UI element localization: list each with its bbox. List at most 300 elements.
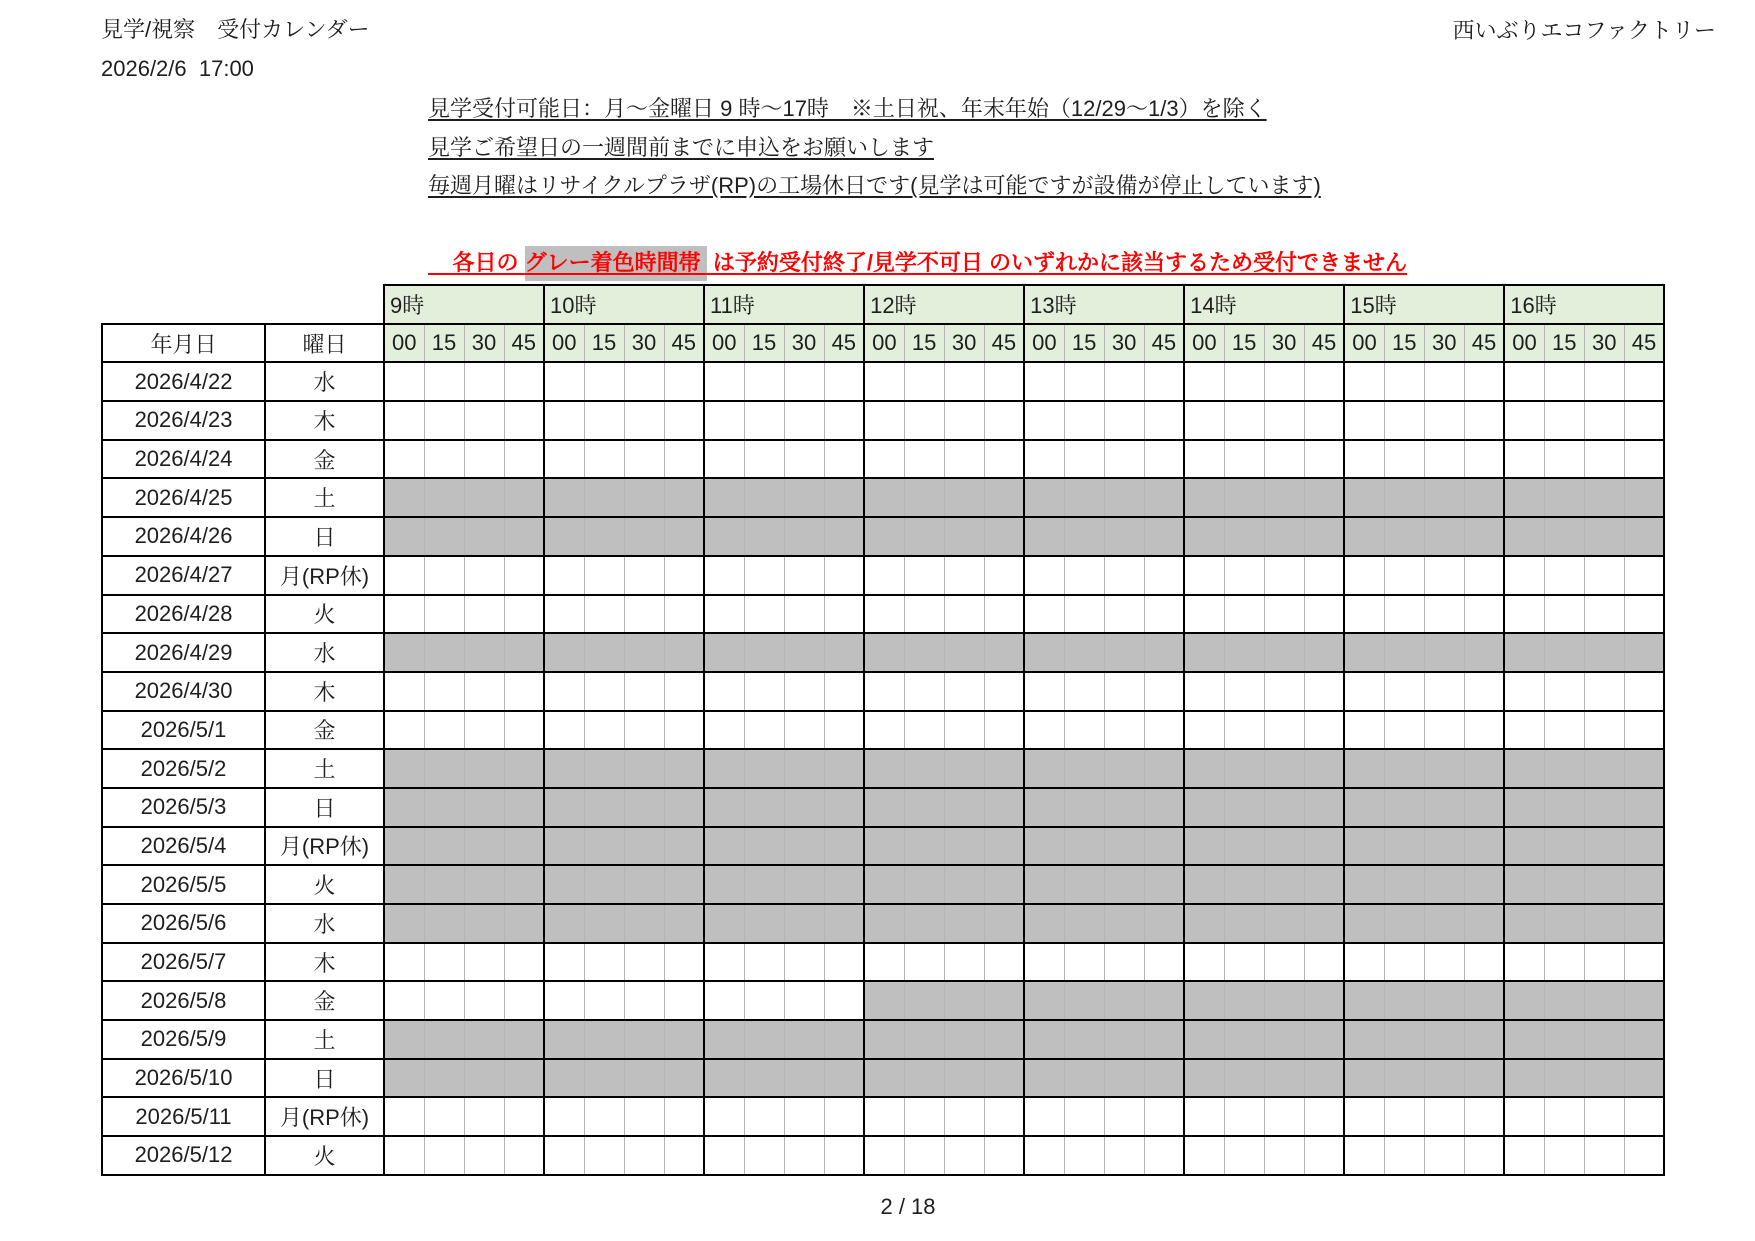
minute-header: 00 — [1344, 324, 1384, 363]
time-slot-unavailable — [1024, 1020, 1064, 1059]
minute-header: 15 — [904, 324, 944, 363]
time-slot-unavailable — [1464, 865, 1504, 904]
time-slot-available — [824, 1136, 864, 1175]
time-slot-unavailable — [984, 1020, 1024, 1059]
time-slot-available — [1424, 556, 1464, 595]
time-slot-unavailable — [904, 633, 944, 672]
time-slot-unavailable — [1064, 865, 1104, 904]
time-slot-unavailable — [1024, 904, 1064, 943]
time-slot-unavailable — [824, 827, 864, 866]
time-slot-available — [984, 1097, 1024, 1136]
time-slot-available — [984, 672, 1024, 711]
time-slot-available — [1104, 672, 1144, 711]
minute-header: 30 — [1424, 324, 1464, 363]
weekday-cell: 木 — [265, 943, 384, 982]
time-slot-unavailable — [1464, 517, 1504, 556]
calendar-row — [102, 749, 1664, 788]
time-slot-available — [784, 943, 824, 982]
time-slot-available — [1344, 401, 1384, 440]
time-slot-available — [1424, 595, 1464, 634]
time-slot-available — [1544, 401, 1584, 440]
time-slot-available — [1024, 440, 1064, 479]
time-slot-available — [1224, 401, 1264, 440]
time-slot-available — [784, 1136, 824, 1175]
time-slot-available — [744, 711, 784, 750]
time-slot-available — [1144, 401, 1184, 440]
time-slot-unavailable — [464, 478, 504, 517]
time-slot-unavailable — [1384, 827, 1424, 866]
time-slot-unavailable — [944, 827, 984, 866]
time-slot-available — [1264, 401, 1304, 440]
time-slot-unavailable — [544, 1059, 584, 1098]
time-slot-unavailable — [1584, 1020, 1624, 1059]
minute-header: 45 — [1464, 324, 1504, 363]
time-slot-unavailable — [744, 1059, 784, 1098]
time-slot-available — [1504, 1136, 1544, 1175]
time-slot-available — [504, 1097, 544, 1136]
time-slot-unavailable — [1504, 904, 1544, 943]
time-slot-available — [1464, 1136, 1504, 1175]
warning-suffix: は予約受付終了/見学不可日 のいずれかに該当するため受付できません — [706, 250, 1408, 275]
time-slot-unavailable — [1184, 827, 1224, 866]
time-slot-available — [544, 711, 584, 750]
time-slot-unavailable — [744, 788, 784, 827]
time-slot-available — [904, 1136, 944, 1175]
time-slot-unavailable — [744, 633, 784, 672]
time-slot-available — [1344, 672, 1384, 711]
time-slot-unavailable — [1384, 517, 1424, 556]
time-slot-available — [384, 401, 424, 440]
time-slot-available — [664, 672, 704, 711]
time-slot-available — [664, 1136, 704, 1175]
time-slot-unavailable — [1264, 904, 1304, 943]
time-slot-unavailable — [1064, 517, 1104, 556]
time-slot-unavailable — [1184, 1059, 1224, 1098]
time-slot-unavailable — [1224, 865, 1264, 904]
time-slot-unavailable — [1224, 633, 1264, 672]
calendar-row — [102, 440, 1664, 479]
time-slot-available — [984, 711, 1024, 750]
time-slot-available — [824, 711, 864, 750]
time-slot-unavailable — [584, 1059, 624, 1098]
time-slot-unavailable — [944, 865, 984, 904]
time-slot-available — [1624, 556, 1664, 595]
hour-header: 11時 — [704, 285, 864, 324]
time-slot-unavailable — [1624, 633, 1664, 672]
time-slot-unavailable — [1624, 1059, 1664, 1098]
time-slot-unavailable — [1144, 981, 1184, 1020]
time-slot-unavailable — [1584, 633, 1624, 672]
time-slot-unavailable — [704, 517, 744, 556]
time-slot-available — [1424, 401, 1464, 440]
time-slot-available — [824, 1097, 864, 1136]
time-slot-available — [1584, 595, 1624, 634]
time-slot-unavailable — [384, 827, 424, 866]
time-slot-unavailable — [1584, 827, 1624, 866]
time-slot-unavailable — [824, 1020, 864, 1059]
calendar-row — [102, 672, 1664, 711]
time-slot-unavailable — [544, 749, 584, 788]
time-slot-unavailable — [1344, 478, 1384, 517]
time-slot-unavailable — [1624, 827, 1664, 866]
time-slot-unavailable — [1184, 749, 1224, 788]
time-slot-available — [1264, 711, 1304, 750]
minute-header: 00 — [384, 324, 424, 363]
weekday-cell: 水 — [265, 904, 384, 943]
time-slot-unavailable — [384, 517, 424, 556]
time-slot-available — [1104, 1097, 1144, 1136]
time-slot-available — [704, 981, 744, 1020]
time-slot-available — [584, 362, 624, 401]
time-slot-unavailable — [704, 633, 744, 672]
calendar-container — [101, 284, 1665, 1176]
time-slot-unavailable — [1344, 904, 1384, 943]
time-slot-available — [904, 595, 944, 634]
date-cell: 2026/5/8 — [102, 981, 265, 1020]
time-slot-available — [664, 1097, 704, 1136]
time-slot-unavailable — [1264, 478, 1304, 517]
time-slot-available — [704, 362, 744, 401]
time-slot-unavailable — [1144, 517, 1184, 556]
time-slot-unavailable — [424, 865, 464, 904]
time-slot-available — [1104, 1136, 1144, 1175]
generated-timestamp: 2026/2/6 17:00 — [101, 56, 254, 81]
time-slot-available — [824, 440, 864, 479]
time-slot-unavailable — [1224, 981, 1264, 1020]
time-slot-unavailable — [424, 749, 464, 788]
calendar-row — [102, 1059, 1664, 1098]
minute-header: 30 — [624, 324, 664, 363]
time-slot-available — [424, 943, 464, 982]
time-slot-unavailable — [624, 1020, 664, 1059]
time-slot-available — [1304, 672, 1344, 711]
time-slot-unavailable — [424, 633, 464, 672]
time-slot-available — [904, 943, 944, 982]
time-slot-unavailable — [744, 865, 784, 904]
time-slot-available — [504, 1136, 544, 1175]
time-slot-unavailable — [1104, 1020, 1144, 1059]
calendar-row — [102, 827, 1664, 866]
time-slot-available — [984, 362, 1024, 401]
time-slot-available — [1384, 711, 1424, 750]
time-slot-unavailable — [584, 865, 624, 904]
time-slot-available — [384, 981, 424, 1020]
time-slot-unavailable — [1104, 827, 1144, 866]
time-slot-available — [1584, 1097, 1624, 1136]
time-slot-unavailable — [1584, 1059, 1624, 1098]
time-slot-available — [1224, 1136, 1264, 1175]
time-slot-unavailable — [1304, 749, 1344, 788]
time-slot-available — [704, 595, 744, 634]
weekday-cell: 火 — [265, 1136, 384, 1175]
notice-block — [428, 90, 1408, 275]
time-slot-available — [1264, 556, 1304, 595]
time-slot-available — [1464, 711, 1504, 750]
time-slot-unavailable — [984, 904, 1024, 943]
calendar-row — [102, 711, 1664, 750]
time-slot-unavailable — [464, 749, 504, 788]
time-slot-unavailable — [424, 1059, 464, 1098]
time-slot-unavailable — [984, 865, 1024, 904]
time-slot-unavailable — [1424, 478, 1464, 517]
time-slot-available — [1104, 556, 1144, 595]
time-slot-unavailable — [1464, 633, 1504, 672]
time-slot-available — [1064, 595, 1104, 634]
time-slot-unavailable — [984, 749, 1024, 788]
time-slot-unavailable — [1544, 981, 1584, 1020]
time-slot-available — [944, 595, 984, 634]
time-slot-unavailable — [984, 981, 1024, 1020]
time-slot-unavailable — [464, 633, 504, 672]
time-slot-unavailable — [664, 1020, 704, 1059]
time-slot-available — [864, 672, 904, 711]
time-slot-unavailable — [944, 478, 984, 517]
time-slot-available — [904, 362, 944, 401]
time-slot-available — [1104, 362, 1144, 401]
time-slot-unavailable — [1544, 865, 1584, 904]
time-slot-available — [1264, 943, 1304, 982]
time-slot-unavailable — [864, 865, 904, 904]
time-slot-available — [784, 440, 824, 479]
minute-header: 00 — [864, 324, 904, 363]
time-slot-available — [1464, 1097, 1504, 1136]
time-slot-available — [624, 1136, 664, 1175]
time-slot-unavailable — [1464, 1059, 1504, 1098]
weekday-cell: 木 — [265, 401, 384, 440]
time-slot-unavailable — [1144, 827, 1184, 866]
time-slot-available — [864, 362, 904, 401]
time-slot-available — [384, 672, 424, 711]
time-slot-available — [1504, 672, 1544, 711]
time-slot-available — [1384, 1097, 1424, 1136]
time-slot-available — [384, 440, 424, 479]
weekday-cell: 金 — [265, 711, 384, 750]
time-slot-available — [1584, 1136, 1624, 1175]
date-cell: 2026/5/6 — [102, 904, 265, 943]
time-slot-unavailable — [624, 633, 664, 672]
time-slot-available — [544, 556, 584, 595]
time-slot-available — [904, 711, 944, 750]
time-slot-available — [424, 672, 464, 711]
time-slot-unavailable — [624, 1059, 664, 1098]
time-slot-unavailable — [384, 478, 424, 517]
time-slot-unavailable — [1624, 1020, 1664, 1059]
time-slot-unavailable — [424, 1020, 464, 1059]
time-slot-unavailable — [1504, 1020, 1544, 1059]
weekday-cell: 水 — [265, 362, 384, 401]
time-slot-available — [1624, 711, 1664, 750]
time-slot-available — [424, 711, 464, 750]
time-slot-unavailable — [1144, 904, 1184, 943]
time-slot-available — [1424, 943, 1464, 982]
time-slot-available — [464, 401, 504, 440]
time-slot-unavailable — [1064, 904, 1104, 943]
time-slot-unavailable — [424, 827, 464, 866]
time-slot-available — [1504, 711, 1544, 750]
time-slot-available — [944, 711, 984, 750]
time-slot-unavailable — [1624, 904, 1664, 943]
time-slot-available — [704, 401, 744, 440]
time-slot-unavailable — [1184, 517, 1224, 556]
time-slot-available — [1304, 595, 1344, 634]
time-slot-available — [1224, 711, 1264, 750]
minute-header: 00 — [544, 324, 584, 363]
time-slot-unavailable — [1384, 865, 1424, 904]
time-slot-available — [824, 556, 864, 595]
time-slot-unavailable — [1464, 904, 1504, 943]
time-slot-available — [1064, 401, 1104, 440]
hour-header: 15時 — [1344, 285, 1504, 324]
weekday-cell: 火 — [265, 865, 384, 904]
time-slot-unavailable — [1064, 478, 1104, 517]
time-slot-available — [464, 595, 504, 634]
time-slot-unavailable — [1344, 981, 1384, 1020]
calendar-row — [102, 517, 1664, 556]
calendar-row — [102, 595, 1664, 634]
time-slot-available — [624, 943, 664, 982]
time-slot-available — [1624, 440, 1664, 479]
time-slot-unavailable — [1144, 788, 1184, 827]
time-slot-available — [1104, 401, 1144, 440]
time-slot-unavailable — [704, 1059, 744, 1098]
date-cell: 2026/5/3 — [102, 788, 265, 827]
minute-header: 15 — [1544, 324, 1584, 363]
calendar-row — [102, 362, 1664, 401]
time-slot-available — [944, 362, 984, 401]
time-slot-available — [784, 672, 824, 711]
time-slot-unavailable — [784, 633, 824, 672]
time-slot-unavailable — [1104, 1059, 1144, 1098]
time-slot-unavailable — [904, 865, 944, 904]
time-slot-unavailable — [984, 788, 1024, 827]
time-slot-unavailable — [1344, 633, 1384, 672]
time-slot-available — [1304, 440, 1344, 479]
time-slot-unavailable — [824, 517, 864, 556]
date-cell: 2026/5/12 — [102, 1136, 265, 1175]
time-slot-unavailable — [1424, 1059, 1464, 1098]
time-slot-unavailable — [1064, 1059, 1104, 1098]
time-slot-unavailable — [1504, 981, 1544, 1020]
hour-header-row — [102, 285, 1664, 324]
time-slot-unavailable — [1144, 478, 1184, 517]
time-slot-available — [824, 672, 864, 711]
time-slot-available — [664, 556, 704, 595]
time-slot-available — [424, 1136, 464, 1175]
time-slot-unavailable — [1544, 1020, 1584, 1059]
time-slot-available — [1104, 711, 1144, 750]
time-slot-available — [864, 943, 904, 982]
time-slot-available — [1024, 556, 1064, 595]
time-slot-unavailable — [1304, 633, 1344, 672]
time-slot-available — [544, 440, 584, 479]
time-slot-unavailable — [1504, 478, 1544, 517]
time-slot-unavailable — [1544, 1059, 1584, 1098]
time-slot-available — [584, 556, 624, 595]
time-slot-available — [384, 711, 424, 750]
time-slot-available — [504, 595, 544, 634]
time-slot-available — [944, 1136, 984, 1175]
time-slot-unavailable — [1104, 517, 1144, 556]
time-slot-unavailable — [544, 788, 584, 827]
page-number: 2 / 18 — [880, 1194, 936, 1219]
time-slot-unavailable — [1384, 981, 1424, 1020]
time-slot-available — [704, 1097, 744, 1136]
time-slot-unavailable — [1064, 788, 1104, 827]
time-slot-available — [384, 595, 424, 634]
time-slot-available — [1624, 595, 1664, 634]
time-slot-unavailable — [1624, 517, 1664, 556]
time-slot-unavailable — [1504, 633, 1544, 672]
time-slot-unavailable — [1344, 517, 1384, 556]
time-slot-available — [1464, 943, 1504, 982]
time-slot-unavailable — [744, 1020, 784, 1059]
time-slot-available — [1144, 440, 1184, 479]
weekday-cell: 月(RP休) — [265, 827, 384, 866]
time-slot-available — [1144, 1097, 1184, 1136]
time-slot-available — [744, 943, 784, 982]
time-slot-unavailable — [904, 478, 944, 517]
minute-header: 45 — [1624, 324, 1664, 363]
time-slot-unavailable — [584, 478, 624, 517]
time-slot-available — [1184, 943, 1224, 982]
time-slot-unavailable — [504, 633, 544, 672]
time-slot-available — [1024, 1136, 1064, 1175]
time-slot-available — [1384, 401, 1424, 440]
time-slot-available — [504, 711, 544, 750]
time-slot-unavailable — [664, 633, 704, 672]
time-slot-available — [384, 1097, 424, 1136]
time-slot-available — [544, 981, 584, 1020]
time-slot-available — [544, 362, 584, 401]
date-cell: 2026/5/1 — [102, 711, 265, 750]
time-slot-available — [1064, 556, 1104, 595]
time-slot-unavailable — [744, 904, 784, 943]
time-slot-unavailable — [944, 1020, 984, 1059]
time-slot-available — [664, 981, 704, 1020]
time-slot-available — [1264, 440, 1304, 479]
time-slot-unavailable — [864, 1020, 904, 1059]
time-slot-available — [1544, 556, 1584, 595]
time-slot-available — [1144, 362, 1184, 401]
time-slot-unavailable — [1024, 478, 1064, 517]
minute-header: 45 — [504, 324, 544, 363]
time-slot-available — [1344, 711, 1384, 750]
calendar-row — [102, 401, 1664, 440]
time-slot-unavailable — [1224, 517, 1264, 556]
time-slot-unavailable — [1464, 788, 1504, 827]
time-slot-available — [1344, 1097, 1384, 1136]
time-slot-available — [1384, 440, 1424, 479]
time-slot-available — [1224, 943, 1264, 982]
time-slot-available — [1064, 672, 1104, 711]
time-slot-unavailable — [1424, 788, 1464, 827]
time-slot-available — [464, 1136, 504, 1175]
time-slot-unavailable — [864, 633, 904, 672]
time-slot-available — [1064, 362, 1104, 401]
time-slot-unavailable — [1424, 749, 1464, 788]
minute-header: 15 — [424, 324, 464, 363]
time-slot-available — [1544, 711, 1584, 750]
time-slot-unavailable — [984, 478, 1024, 517]
time-slot-unavailable — [824, 1059, 864, 1098]
time-slot-unavailable — [664, 1059, 704, 1098]
time-slot-available — [464, 711, 504, 750]
date-cell: 2026/4/26 — [102, 517, 265, 556]
weekday-column-header: 曜日 — [265, 324, 384, 363]
time-slot-unavailable — [1024, 749, 1064, 788]
time-slot-unavailable — [624, 478, 664, 517]
time-slot-available — [584, 943, 624, 982]
